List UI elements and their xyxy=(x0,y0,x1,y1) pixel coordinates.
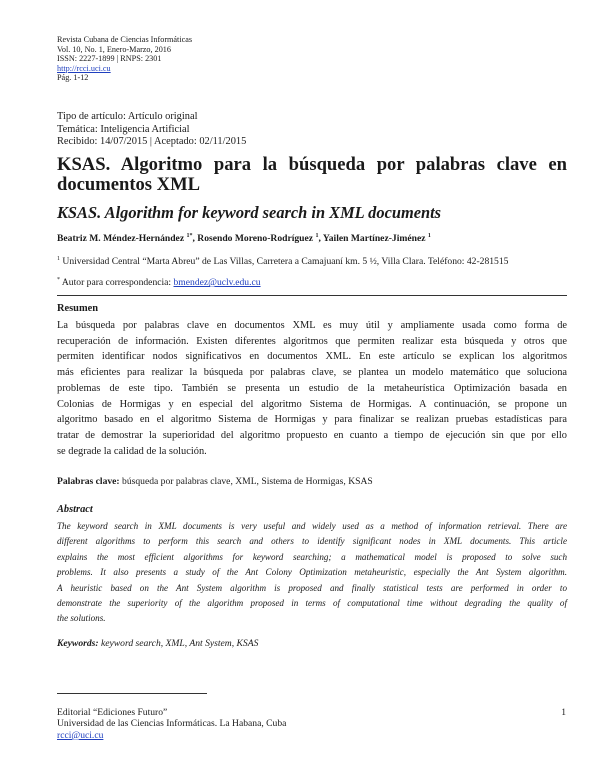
abstract-line: problems. It also presents a study of the Ant Colony Optimization metaheuristic, especially the Ant System algorithm. xyxy=(57,567,567,578)
journal-header xyxy=(57,35,192,83)
correspondence-email-link[interactable]: bmendez@uclv.edu.cu xyxy=(173,277,261,289)
article-topic: Temática: Inteligencia Artificial xyxy=(57,123,190,135)
abstract-body xyxy=(57,519,567,627)
divider xyxy=(57,295,567,296)
resumen-line: Colonias de Hormigas y en especial del algoritmo Sistema de Hormigas. A continuación, se propone un xyxy=(57,398,567,410)
resumen-line: permiten identificar nodos significativos en documentos XML. En este artículo se explican los algoritmos xyxy=(57,351,567,363)
footer-email-link[interactable]: rcci@uci.cu xyxy=(57,729,104,741)
keywords-label: Keywords: xyxy=(57,638,99,649)
abstract-line: explains the most efficient algorithms for keyword searching; a mathematical model is proposed to solve such xyxy=(57,551,567,562)
affiliation-line xyxy=(57,250,508,271)
author-2: Rosendo Moreno-Rodríguez xyxy=(197,233,314,245)
affiliations xyxy=(57,250,508,292)
affiliation-mark: 1 xyxy=(57,256,60,262)
page-footer xyxy=(57,707,286,741)
palabras-clave-label: Palabras clave: xyxy=(57,476,120,487)
abstract-line: The keyword search in XML documents is very useful and widely used as a method of information retrieval. There are xyxy=(57,521,567,531)
resumen-line: tratar de demostrar la superioridad del algoritmo propuesto en cuanto a tiempo de ejecución sin que por ello xyxy=(57,429,567,441)
resumen-line: se degrade la calidad de la solución. xyxy=(57,445,207,457)
journal-url-link[interactable]: http://rcci.uci.cu xyxy=(57,63,111,73)
footer-rule xyxy=(57,693,207,694)
abstract-line: the solutions. xyxy=(57,613,106,624)
affiliation-text: Universidad Central “Marta Abreu” de Las Villas, Carretera a Camajuaní km. 5 ½, Villa Clara. Teléfono: 42-281515 xyxy=(62,256,509,268)
footer-university: Universidad de las Ciencias Informáticas. La Habana, Cuba xyxy=(57,718,287,730)
author-3: Yailen Martínez-Jiménez xyxy=(322,233,426,245)
author-1: Beatriz M. Méndez-Hernández xyxy=(57,233,185,245)
author-2-mark: 1 xyxy=(315,233,319,239)
correspondence-line xyxy=(57,271,508,292)
resumen-body xyxy=(57,318,567,459)
resumen-line: problemas de este tipo. También se presenta un estudio de la metaheurística Optimización basada en xyxy=(57,382,567,394)
article-type: Tipo de artículo: Artículo original xyxy=(57,111,198,122)
article-meta xyxy=(57,111,246,149)
title-spanish: KSAS. Algoritmo para la búsqueda por palabras clave en documentos XML xyxy=(57,154,567,195)
article-dates: Recibido: 14/07/2015 | Aceptado: 02/11/2015 xyxy=(57,136,247,148)
abstract-line: different algorithms to perform this search and others to identify significant nodes in XML documents. This article xyxy=(57,536,567,547)
keywords xyxy=(57,638,258,649)
author-list xyxy=(57,233,431,244)
resumen-heading: Resumen xyxy=(57,303,98,314)
author-separator: , xyxy=(318,233,323,245)
journal-volume: Vol. 10, No. 1, Enero-Marzo, 2016 xyxy=(57,44,171,54)
author-3-mark: 1 xyxy=(427,233,431,239)
page-number: 1 xyxy=(561,707,566,718)
footer-publisher: Editorial “Ediciones Futuro” xyxy=(57,707,168,718)
abstract-heading: Abstract xyxy=(57,504,93,515)
correspondence-label: Autor para correspondencia: xyxy=(61,277,174,289)
palabras-clave-text: búsqueda por palabras clave, XML, Sistema de Hormigas, KSAS xyxy=(119,476,373,487)
abstract-line: A heuristic based on the Ant System algorithm is proposed and finally statistical tests are performed in order to xyxy=(57,582,567,593)
resumen-line: La búsqueda por palabras clave en documentos XML es muy útil y ampliamente usada como forma de xyxy=(57,320,567,331)
journal-issn: ISSN: 2227-1899 | RNPS: 2301 xyxy=(57,54,162,64)
palabras-clave xyxy=(57,476,373,487)
author-separator: , xyxy=(192,233,198,245)
resumen-line: más eficientes para realizar la búsqueda por palabras clave, se plantea un modelo matemático que soluciona xyxy=(57,367,567,379)
resumen-line: algoritmo basado en el algoritmo Sistema de Hormigas y para finalizar se realizan pruebas estadísticas para xyxy=(57,414,567,426)
abstract-line: demonstrate the superiority of the algorithm proposed in terms of computational time without degrading the quality of xyxy=(57,598,567,609)
journal-name: Revista Cubana de Ciencias Informáticas xyxy=(57,35,193,44)
author-1-mark: 1* xyxy=(186,233,193,239)
correspondence-mark: * xyxy=(57,277,60,284)
keywords-text: keyword search, XML, Ant System, KSAS xyxy=(98,638,259,649)
journal-pages: Pág. 1-12 xyxy=(57,73,89,83)
title-english: KSAS. Algorithm for keyword search in XML documents xyxy=(57,203,442,222)
resumen-line: recuperación de información. Existen diferentes algoritmos que permiten realizar esta búsqueda y otros que xyxy=(57,335,567,347)
